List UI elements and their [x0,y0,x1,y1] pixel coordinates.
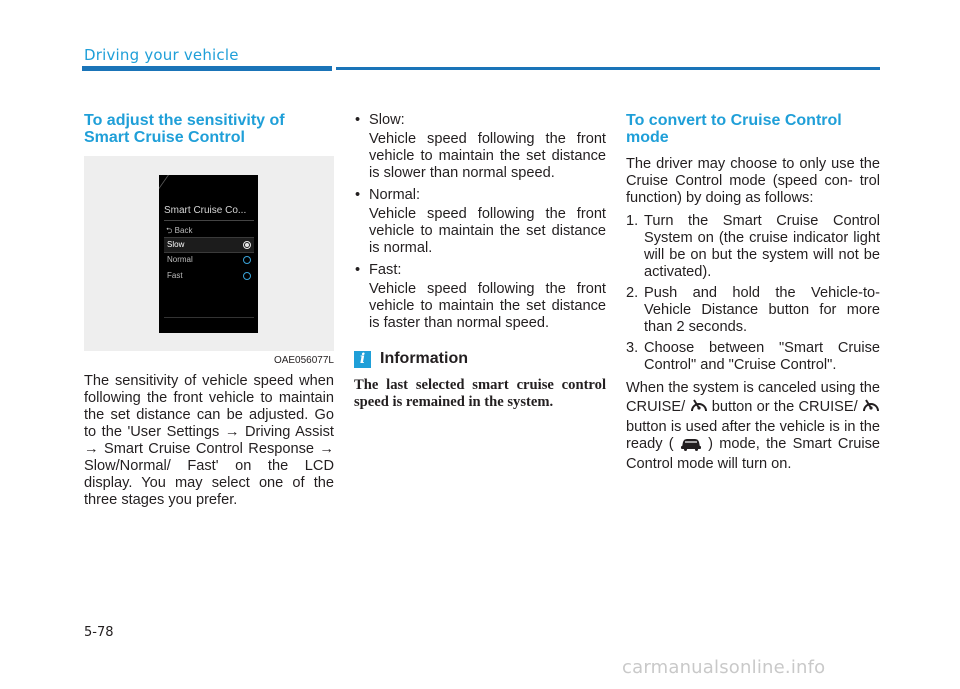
step-text: Choose between "Smart Cruise Control" and "Cruise Control". [644,340,880,373]
bullet-desc: Vehicle speed following the front vehicle to maintain the set distance is slower than normal speed. [369,131,606,181]
heading-sensitivity: To adjust the sensitivity of Smart Cruise Control [84,112,285,146]
screen-title: Smart Cruise Co... [164,205,247,216]
page-number: 5-78 [84,625,114,640]
step-text: Push and hold the Vehicle-to- Vehicle Distance button for more than 2 seconds. [644,285,880,335]
column-convert [626,112,880,473]
step-number: 1. [626,213,639,229]
step-number: 2. [626,285,639,301]
screen-bottom-line [164,317,254,318]
list-item [626,340,880,374]
speed-option-list [354,112,606,332]
section-title: Driving your vehicle [84,46,239,64]
option-slow [164,237,254,253]
radio-icon [243,256,251,264]
closing-part-1: When the system is canceled using the CRUISE/ [626,380,880,415]
bullet-desc: Vehicle speed following the front vehicle to maintain the set distance is faster than normal speed. [369,281,606,331]
information-title: Information [380,350,468,367]
information-text: The last selected smart cruise control speed is remained in the system. [354,377,606,410]
option-fast [164,269,254,283]
back-arrow-icon: ⮌ [166,226,173,235]
watermark: carmanualsonline.info [622,657,826,678]
step-number: 3. [626,340,639,356]
column-speed-options [354,112,606,411]
option-label: Fast [167,271,183,280]
radio-icon [243,272,251,280]
bullet-label: Normal: [369,187,421,203]
list-item [626,285,880,336]
closing-part-3: button is used after the vehicle is in the ready ( [626,419,880,452]
bullet-desc: Vehicle speed following the front vehicle to maintain the set distance is normal. [369,206,606,256]
closing-part-2: button or the CRUISE/ [711,399,858,415]
radio-selected-icon [243,241,251,249]
list-item [626,213,880,281]
bullet-label: Slow: [369,112,405,128]
screen-divider [164,220,254,221]
figure-code: OAE056077L [273,355,334,366]
convert-steps [626,213,880,374]
information-header [354,350,606,368]
lcd-figure [84,156,334,366]
header-bar-light [336,67,880,70]
list-item [354,187,606,257]
lcd-screen [159,175,258,333]
screen-corner-line [159,175,183,189]
option-label: Normal [167,255,193,264]
sensitivity-paragraph: The sensitivity of vehicle speed when following the front vehicle to maintain the set distance can be adjusted. Go to the 'User Settings → Driving Assist → Smart Cruise Control Response → Slow/Normal/ Fast' on the LCD display. You may select one of the three stages you prefer. [84,373,334,508]
info-icon: i [354,351,371,368]
option-normal [164,253,254,267]
header-bar-dark [82,66,332,71]
option-label: Slow [167,240,185,249]
back-label: Back [174,226,193,235]
bullet-label: Fast: [369,262,402,278]
column-sensitivity [84,112,334,509]
heading-convert: To convert to Cruise Control mode [626,112,842,146]
step-text: Turn the Smart Cruise Control System on (the cruise indicator light will be on but the system will not be activated). [644,213,880,280]
convert-intro: The driver may choose to only use the Cruise Control mode (speed con- trol function) by doing as follows: [626,156,880,206]
list-item [354,112,606,182]
cruise-speedometer-icon [862,397,880,419]
list-item [354,262,606,332]
convert-closing [626,380,880,473]
closing-part-4: ) mode, the Smart Cruise Control mode will turn on. [626,436,880,472]
ready-car-icon [680,436,702,456]
cruise-speedometer-icon [690,397,708,419]
